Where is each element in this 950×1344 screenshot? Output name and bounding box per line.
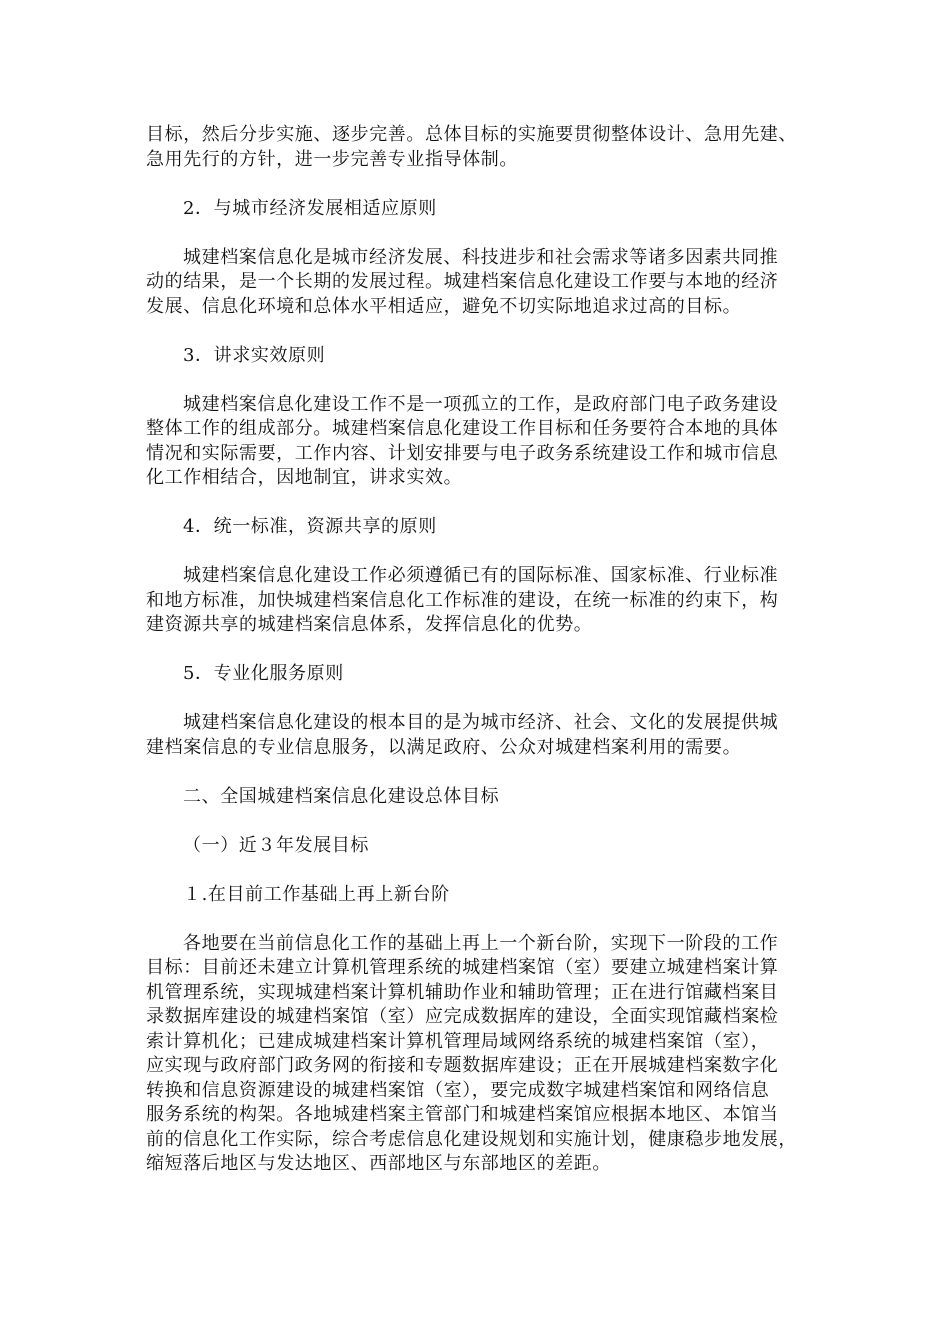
text-line: 化工作相结合，因地制宜，讲求实效。 [146, 467, 463, 488]
text-line: 前的信息化工作实际，综合考虑信息化建设规划和实施计划，健康稳步地发展， [146, 1128, 797, 1150]
body-paragraph [146, 711, 806, 760]
section-heading [146, 344, 806, 369]
section-heading [146, 785, 806, 810]
text-line: 目标，然后分步实施、逐步完善。总体目标的实施要贯彻整体设计、急用先建、 [146, 124, 797, 145]
text-line: 城建档案信息化建设工作不是一项孤立的工作，是政府部门电子政务建设 [183, 393, 779, 415]
heading-text: 4．统一标准，资源共享的原则 [183, 516, 437, 537]
heading-text: 二、全国城建档案信息化建设总体目标 [183, 785, 500, 807]
text-line: 应实现与政府部门政务网的衔接和专题数据库建设；正在开展城建档案数字化 [146, 1055, 779, 1076]
text-line: 机管理系统，实现城建档案计算机辅助作业和辅助管理；正在进行馆藏档案目 [146, 981, 779, 1003]
section-heading [146, 883, 806, 908]
heading-text: 5．专业化服务原则 [183, 663, 344, 684]
body-paragraph [146, 393, 806, 491]
text-line: 急用先行的方针，进一步完善专业指导体制。 [146, 148, 518, 170]
heading-text: 3．讲求实效原则 [183, 344, 326, 366]
text-line: 整体工作的组成部分。城建档案信息化建设工作目标和任务要符合本地的具体 [146, 418, 779, 439]
section-heading [146, 197, 806, 222]
text-line: 动的结果，是一个长期的发展过程。城建档案信息化建设工作要与本地的经济 [146, 271, 779, 292]
body-paragraph [146, 932, 806, 1177]
section-heading [146, 834, 806, 859]
text-line: 城建档案信息化是城市经济发展、科技进步和社会需求等诸多因素共同推 [183, 246, 779, 268]
text-line: 和地方标准，加快城建档案信息化工作标准的建设，在统一标准的约束下，构 [146, 589, 779, 611]
document-page [146, 123, 806, 1177]
text-line: 发展、信息化环境和总体水平相适应，避免不切实际地追求过高的目标。 [146, 295, 742, 317]
heading-text: 2．与城市经济发展相适应原则 [183, 197, 437, 219]
text-line: 录数据库建设的城建档案馆（室）应完成数据库的建设，全面实现馆藏档案检 [146, 1006, 779, 1027]
section-heading [146, 515, 806, 540]
heading-text: １.在目前工作基础上再上新台阶 [183, 883, 450, 905]
section-heading [146, 662, 806, 687]
body-paragraph [146, 123, 806, 172]
heading-text: （一）近３年发展目标 [183, 834, 369, 856]
text-line: 转换和信息资源建设的城建档案馆（室），要完成数字城建档案馆和网络信息 [146, 1079, 770, 1101]
body-paragraph [146, 246, 806, 320]
text-line: 目标：目前还未建立计算机管理系统的城建档案馆（室）要建立城建档案计算 [146, 957, 779, 978]
text-line: 缩短落后地区与发达地区、西部地区与东部地区的差距。 [146, 1153, 611, 1174]
text-line: 各地要在当前信息化工作的基础上再上一个新台阶，实现下一阶段的工作 [183, 932, 779, 954]
text-line: 城建档案信息化建设的根本目的是为城市经济、社会、文化的发展提供城 [183, 712, 779, 733]
text-line: 服务系统的构架。各地城建档案主管部门和城建档案馆应根据本地区、本馆当 [146, 1104, 779, 1125]
text-line: 城建档案信息化建设工作必须遵循已有的国际标准、国家标准、行业标准 [183, 565, 779, 586]
text-line: 索计算机化；已建成城建档案计算机管理局域网络系统的城建档案馆（室）， [146, 1030, 770, 1052]
text-line: 建资源共享的城建档案信息体系，发挥信息化的优势。 [146, 614, 593, 635]
text-line: 情况和实际需要，工作内容、计划安排要与电子政务系统建设工作和城市信息 [146, 442, 779, 464]
body-paragraph [146, 564, 806, 638]
text-line: 建档案信息的专业信息服务，以满足政府、公众对城建档案利用的需要。 [146, 736, 742, 758]
